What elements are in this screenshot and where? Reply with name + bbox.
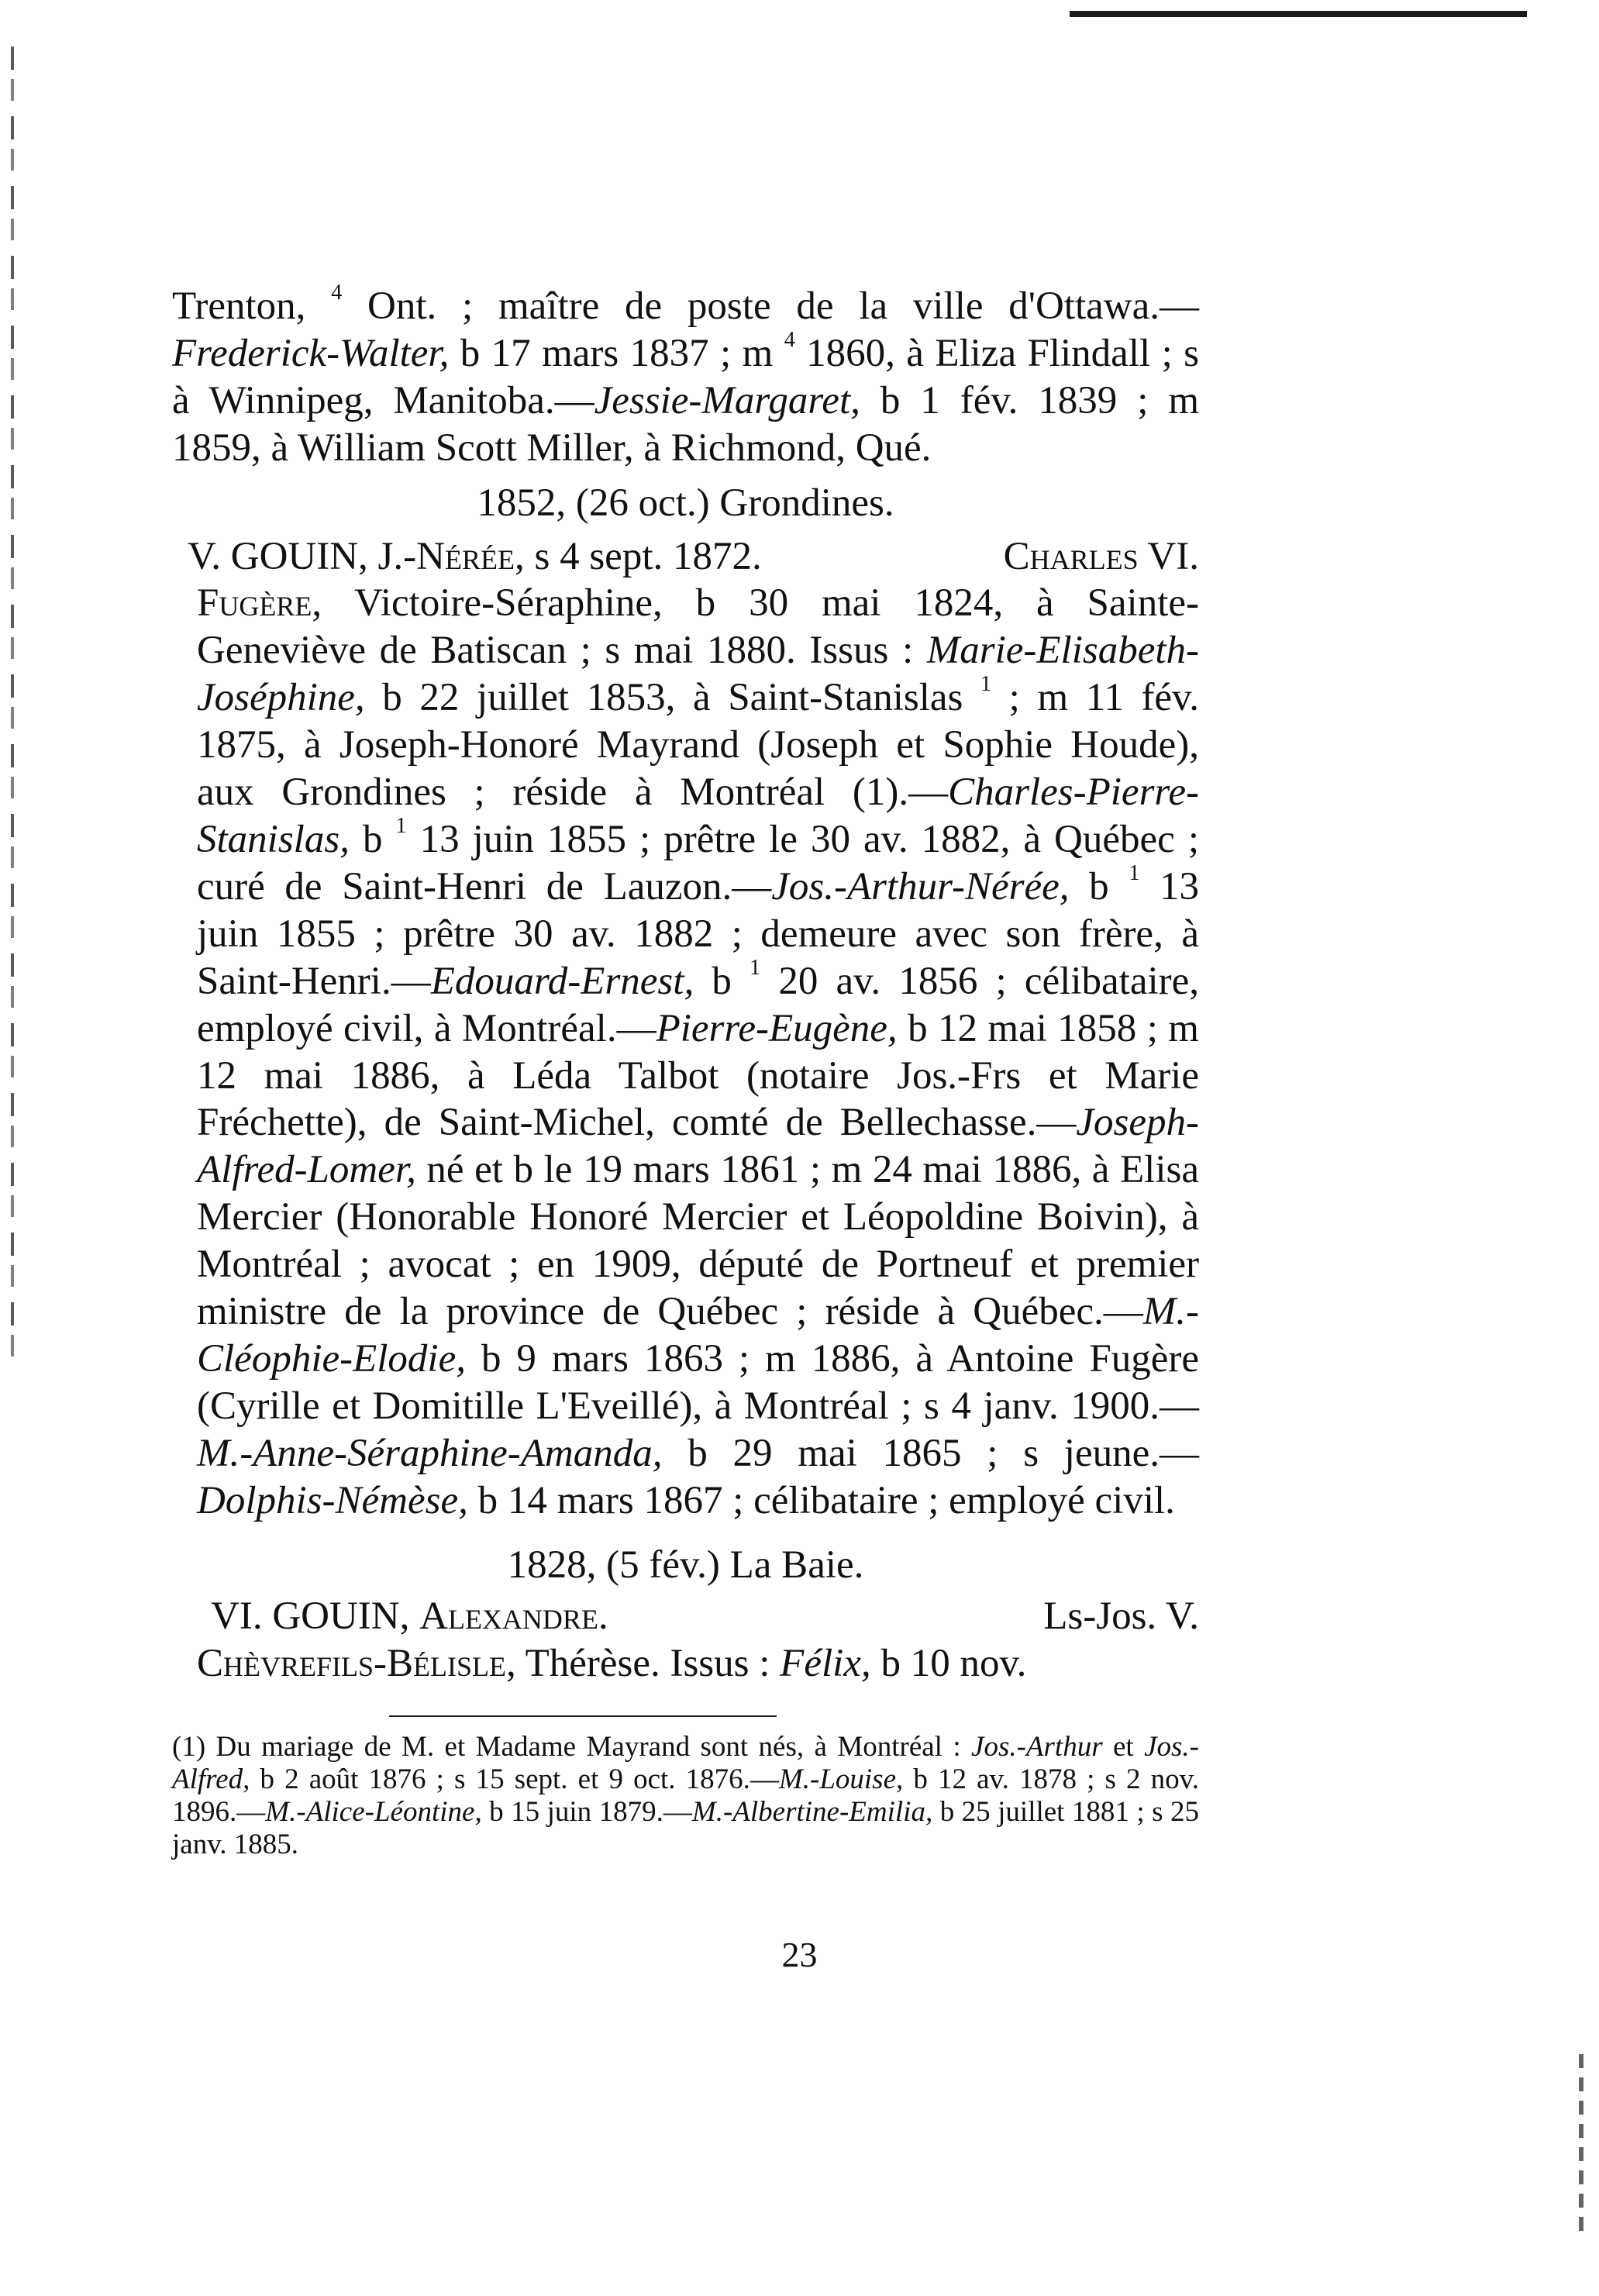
paragraph-chevrefils: Chèvrefils-Bélisle, Thérèse. Issus : Félix, b 10 nov.	[197, 1642, 1027, 1686]
marriage-date-1828: 1828, (5 fév.) La Baie.	[507, 1543, 864, 1587]
top-rule	[1070, 11, 1527, 17]
page-number: 23	[781, 1935, 818, 1974]
scan-edge-left	[11, 47, 14, 1364]
entry-heading-gouin-neree: V. GOUIN, J.-Nérée, s 4 sept. 1872. Charles VI.	[188, 534, 1199, 578]
marriage-date-1852: 1852, (26 oct.) Grondines.	[477, 481, 894, 525]
footnote: (1) Du mariage de M. et Madame Mayrand sont nés, à Montréal : Jos.-Arthur et Jos.-Alfred, b 2 août 1876 ; s 15 sept. et 9 oct. 1876.—M.-Louise, b 12 av. 1878 ; s 2 nov. 1896.—M.-Alice-Léontine, b 15 juin 1879.—M.-Albertine-Emilia, b 25 juillet 1881 ; s 25 janv. 1885.	[172, 1731, 1200, 1861]
paragraph-trenton: Trenton, $^4$ Ont. ; maître de poste de la ville d'Ottawa.—Frederick-Walter, b 17 mars 1837 ; m $^4$ 1860, à Eliza Flindall ; s à Winnipeg, Manitoba.—Jessie-Margaret, b 1 fév. 1839 ; m 1859, à William Scott Miller, à Richmond, Qué.	[172, 280, 1199, 470]
entry-heading-gouin-alexandre: VI. GOUIN, Alexandre. Ls-Jos. V.	[211, 1594, 1199, 1639]
paragraph-fugere: Fugère, Victoire-Séraphine, b 30 mai 1824, à Sainte-Geneviève de Batiscan ; s mai 1880. Issus : Marie-Elisabeth-Joséphine, b 22 juillet 1853, à Saint-Stanislas $^1$ ; m 11 fév. 1875, à Joseph-Honoré Mayrand (Joseph et Sophie Houde), aux Grondines ; réside à Montréal (1).—Charles-Pierre-Stanislas, b $^1$ 13 juin 1855 ; prêtre le 30 av. 1882, à Québec ; curé de Saint-Henri de Lauzon.—Jos.-Arthur-Nérée, b $^1$ 13 juin 1855 ; prêtre 30 av. 1882 ; demeure avec son frère, à Saint-Henri.—Edouard-Ernest, b $^1$ 20 av. 1856 ; célibataire, employé civil, à Montréal.—Pierre-Eugène, b 12 mai 1858 ; m 12 mai 1886, à Léda Talbot (notaire Jos.-Frs et Marie Fréchette), de Saint-Michel, comté de Bellechasse.—Joseph-Alfred-Lomer, né et b le 19 mars 1861 ; m 24 mai 1886, à Elisa Mercier (Honorable Honoré Mercier et Léopoldine Boivin), à Montréal ; avocat ; en 1909, député de Portneuf et premier ministre de la province de Québec ; réside à Québec.—M.-Cléophie-Elodie, b 9 mars 1863 ; m 1886, à Antoine Fugère (Cyrille et Domitille L'Eveillé), à Montréal ; s 4 janv. 1900.—M.-Anne-Séraphine-Amanda, b 29 mai 1865 ; s jeune.—Dolphis-Némèse, b 14 mars 1867 ; célibataire ; employé civil.	[197, 581, 1200, 1522]
page-text	[172, 280, 1200, 1861]
scan-edge-right	[1579, 2054, 1583, 2240]
footnote-rule	[389, 1715, 777, 1717]
